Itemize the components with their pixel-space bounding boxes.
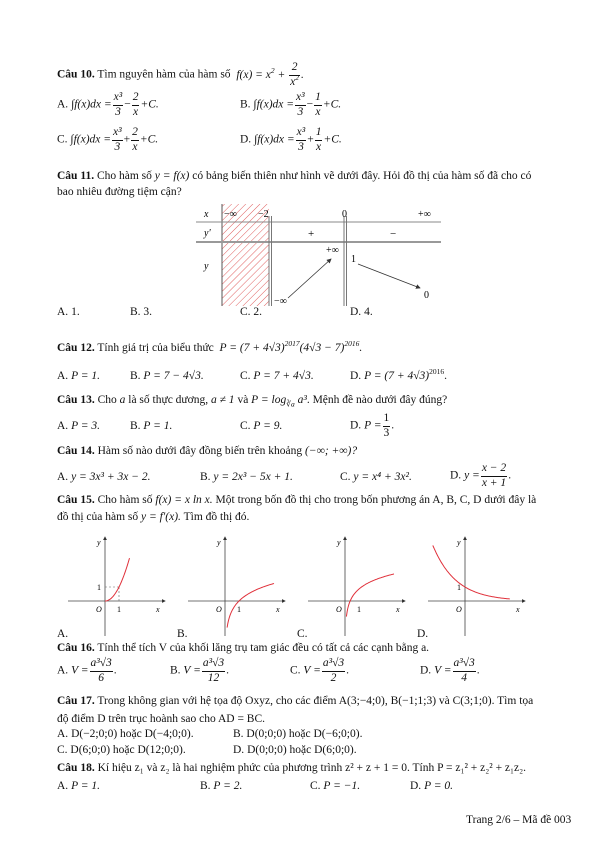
answer-option[interactable]: A. V = $\frac{\text{a³√3}}{6}$ . (57, 657, 117, 684)
expression: $P = (7 + 4√3)^{2017}(4√3 - 7)^{2016}$. (216, 339, 363, 354)
answer-option[interactable]: C. 2. (240, 306, 263, 318)
answer-option[interactable]: A. P = 3. (57, 420, 101, 432)
option-letter: A. (57, 98, 69, 111)
answer-option[interactable]: B. D(0;0;0) hoặc D(−6;0;0). (233, 728, 363, 740)
answer-option[interactable]: B. P = 2. (200, 780, 243, 792)
question-18-stem: Câu 18. Kí hiệu z₁ và z₂ là hai nghiệm phức của phương trình z² + z + 1 = 0. Tính P = z₁² + z₂² + z₁z₂. (57, 762, 527, 774)
variation-table (196, 204, 441, 306)
question-11-stem-line2: bao nhiêu đường tiệm cận? (57, 186, 182, 198)
function-curve (105, 558, 130, 601)
question-15-stem-line1: Câu 15. Cho hàm số f(x) = x ln x. Một trong bốn đồ thị cho trong bốn phương án A, B, C, D dưới đây là (57, 494, 537, 506)
y-tick-label: 1 (457, 583, 461, 592)
row-label-yprime: y' (204, 228, 211, 239)
answer-option[interactable]: C. V = $\frac{\text{a³√3}}{2}$ . (290, 657, 350, 684)
question-14-stem: Câu 14. Hàm số nào dưới đây đồng biến trên khoảng (−∞; +∞)? (57, 445, 358, 457)
answer-option[interactable]: C. y = x⁴ + 3x². (340, 471, 412, 483)
question-label: Câu 16. (57, 642, 95, 654)
question-label: Câu 15. (57, 494, 95, 506)
graph-option[interactable] (177, 533, 290, 641)
answer-option[interactable]: D. ∫f(x)dx = $\frac{\text{x³}}{3}$ + $\frac{1}{x}$ +C. (240, 126, 342, 153)
question-16-stem: Câu 16. Tính thể tích V của khối lăng trụ tam giác đều có tất cả các cạnh bằng a. (57, 642, 430, 654)
x-axis-label: x (276, 605, 280, 614)
answer-option[interactable]: D. y = $\frac{x - 2}{x + 1}$ . (450, 462, 512, 489)
function-expression: $f(x) = x^2$ + $\frac{2}{x^2}$ . (233, 61, 304, 88)
question-label: Câu 11. (57, 170, 95, 182)
integral: ∫f(x)dx = (71, 98, 112, 111)
x-tick-label: 1 (357, 605, 361, 614)
y-value: 0 (424, 290, 429, 301)
y-value: +∞ (326, 245, 339, 256)
graph-letter: D. (417, 628, 429, 640)
y-axis-label: y (97, 538, 101, 547)
question-13-stem: Câu 13. Cho a là số thực dương, a ≠ 1 và $P = \log_{∛a} a^3$. Mệnh đề nào dưới đây đúng? (57, 394, 448, 409)
x-value: +∞ (418, 209, 431, 220)
answer-option[interactable]: D. D(0;0;0) hoặc D(6;0;0). (233, 744, 357, 756)
question-text: Cho hàm số (96, 170, 152, 182)
question-text: Tính giá trị của biểu thức (97, 342, 214, 354)
integral: ∫f(x)dx = (254, 133, 295, 146)
answer-option[interactable]: A. P = 1. (57, 780, 101, 792)
graph-option[interactable] (57, 533, 170, 641)
answer-option[interactable]: A. ∫f(x)dx = $\frac{\text{x³}}{3}$ − $\frac{2}{x}$ +C. (57, 91, 159, 118)
option-letter: B. (240, 98, 251, 111)
answer-option[interactable]: B. P = 7 − 4√3. (130, 370, 204, 382)
answer-option[interactable]: C. D(6;0;0) hoặc D(12;0;0). (57, 744, 186, 756)
x-value: −2 (258, 209, 269, 220)
answer-option[interactable]: B. P = 1. (130, 420, 173, 432)
integral: ∫f(x)dx = (70, 133, 112, 146)
answer-option[interactable]: D. 4. (350, 306, 373, 318)
graph-plot (420, 533, 530, 638)
integral: ∫f(x)dx = (253, 98, 295, 111)
function-curve (433, 545, 510, 599)
decreasing-arrow (358, 264, 420, 288)
origin-label: O (456, 605, 462, 614)
sign-plus: + (308, 228, 315, 240)
origin-label: O (216, 605, 222, 614)
graph-letter: C. (297, 628, 308, 640)
answer-option[interactable]: A. D(−2;0;0) hoặc D(−4;0;0). (57, 728, 194, 740)
x-value: 0 (342, 209, 347, 220)
answer-option[interactable]: C. P = −1. (310, 780, 361, 792)
question-10-stem (57, 62, 304, 88)
y-value: 1 (351, 254, 356, 265)
question-11-stem-line1 (57, 170, 531, 182)
question-15-stem-line2: đồ thị của hàm số y = f'(x). Tìm đồ thị đó. (57, 511, 250, 523)
answer-option[interactable]: B. 3. (130, 306, 153, 318)
answer-option[interactable]: B. V = $\frac{\text{a³√3}}{12}$ . (170, 657, 230, 684)
answer-option[interactable]: B. y = 2x³ − 5x + 1. (200, 471, 293, 483)
question-label: Câu 13. (57, 394, 95, 406)
option-letter: C. (57, 133, 68, 146)
origin-label: O (96, 605, 102, 614)
page-footer: Trang 2/6 – Mã đề 003 (466, 814, 572, 826)
y-axis-label: y (217, 538, 221, 547)
question-17-stem-line2: độ điểm D trên trục hoành sao cho AD = BC. (57, 713, 266, 725)
x-tick-label: 1 (117, 605, 121, 614)
answer-option[interactable]: D. P = $\frac{1}{3}$ . (350, 412, 395, 439)
answer-option[interactable]: D. V = $\frac{\text{a³√3}}{4}$ . (420, 657, 480, 684)
graph-option[interactable] (417, 533, 530, 641)
x-axis-label: x (396, 605, 400, 614)
y-axis-label: y (457, 538, 461, 547)
answer-option[interactable]: C. P = 9. (240, 420, 283, 432)
graph-plot (180, 533, 290, 638)
x-value: −∞ (224, 209, 237, 220)
answer-option[interactable]: A. P = 1. (57, 370, 101, 382)
question-17-stem-line1: Câu 17. Trong không gian với hệ tọa độ Oxyz, cho các điểm A(3;−4;0), B(−1;1;3) và C(3;1;0). Tìm tọa (57, 695, 534, 707)
answer-option[interactable]: D. P = 0. (410, 780, 454, 792)
x-axis-label: x (516, 605, 520, 614)
y-axis-label: y (337, 538, 341, 547)
sign-minus: − (390, 228, 397, 240)
question-label: Câu 17. (57, 695, 95, 707)
row-label-x: x (204, 209, 209, 220)
y-value: −∞ (274, 296, 287, 306)
question-label: Câu 12. (57, 342, 95, 354)
answer-option[interactable]: A. y = 3x³ + 3x − 2. (57, 471, 151, 483)
question-label: Câu 10. (57, 68, 95, 81)
answer-option[interactable]: D. $P = (7 + 4√3)^{2016}$. (350, 367, 447, 382)
graph-letter: A. (57, 628, 69, 640)
function-curve (227, 584, 274, 628)
function-expression: y = f(x) (154, 170, 190, 182)
answer-option[interactable]: A. 1. (57, 306, 80, 318)
graph-plot (300, 533, 410, 638)
x-axis-label: x (156, 605, 160, 614)
answer-option[interactable]: C. ∫f(x)dx = $\frac{\text{x³}}{3}$ + $\frac{2}{x}$ +C. (57, 126, 159, 153)
increasing-arrow (288, 259, 331, 298)
row-label-y: y (204, 261, 209, 272)
question-label: Câu 14. (57, 445, 95, 457)
graph-option[interactable] (297, 533, 410, 641)
y-tick-label: 1 (97, 583, 101, 592)
graph-plot (60, 533, 170, 638)
question-label: Câu 18. (57, 762, 95, 774)
x-tick-label: 1 (237, 605, 241, 614)
answer-option[interactable]: B. ∫f(x)dx = $\frac{\text{x³}}{3}$ − $\frac{1}{x}$ +C. (240, 91, 342, 118)
graph-letter: B. (177, 628, 188, 640)
question-text: Tìm nguyên hàm của hàm số (97, 68, 231, 81)
answer-option[interactable]: C. P = 7 + 4√3. (240, 370, 314, 382)
origin-label: O (336, 605, 342, 614)
question-text: có bảng biến thiên như hình vẽ dưới đây. Hỏi đồ thị của hàm số đã cho có (192, 170, 532, 182)
function-curve (346, 574, 394, 617)
option-letter: D. (240, 133, 252, 146)
question-12-stem (57, 339, 363, 354)
